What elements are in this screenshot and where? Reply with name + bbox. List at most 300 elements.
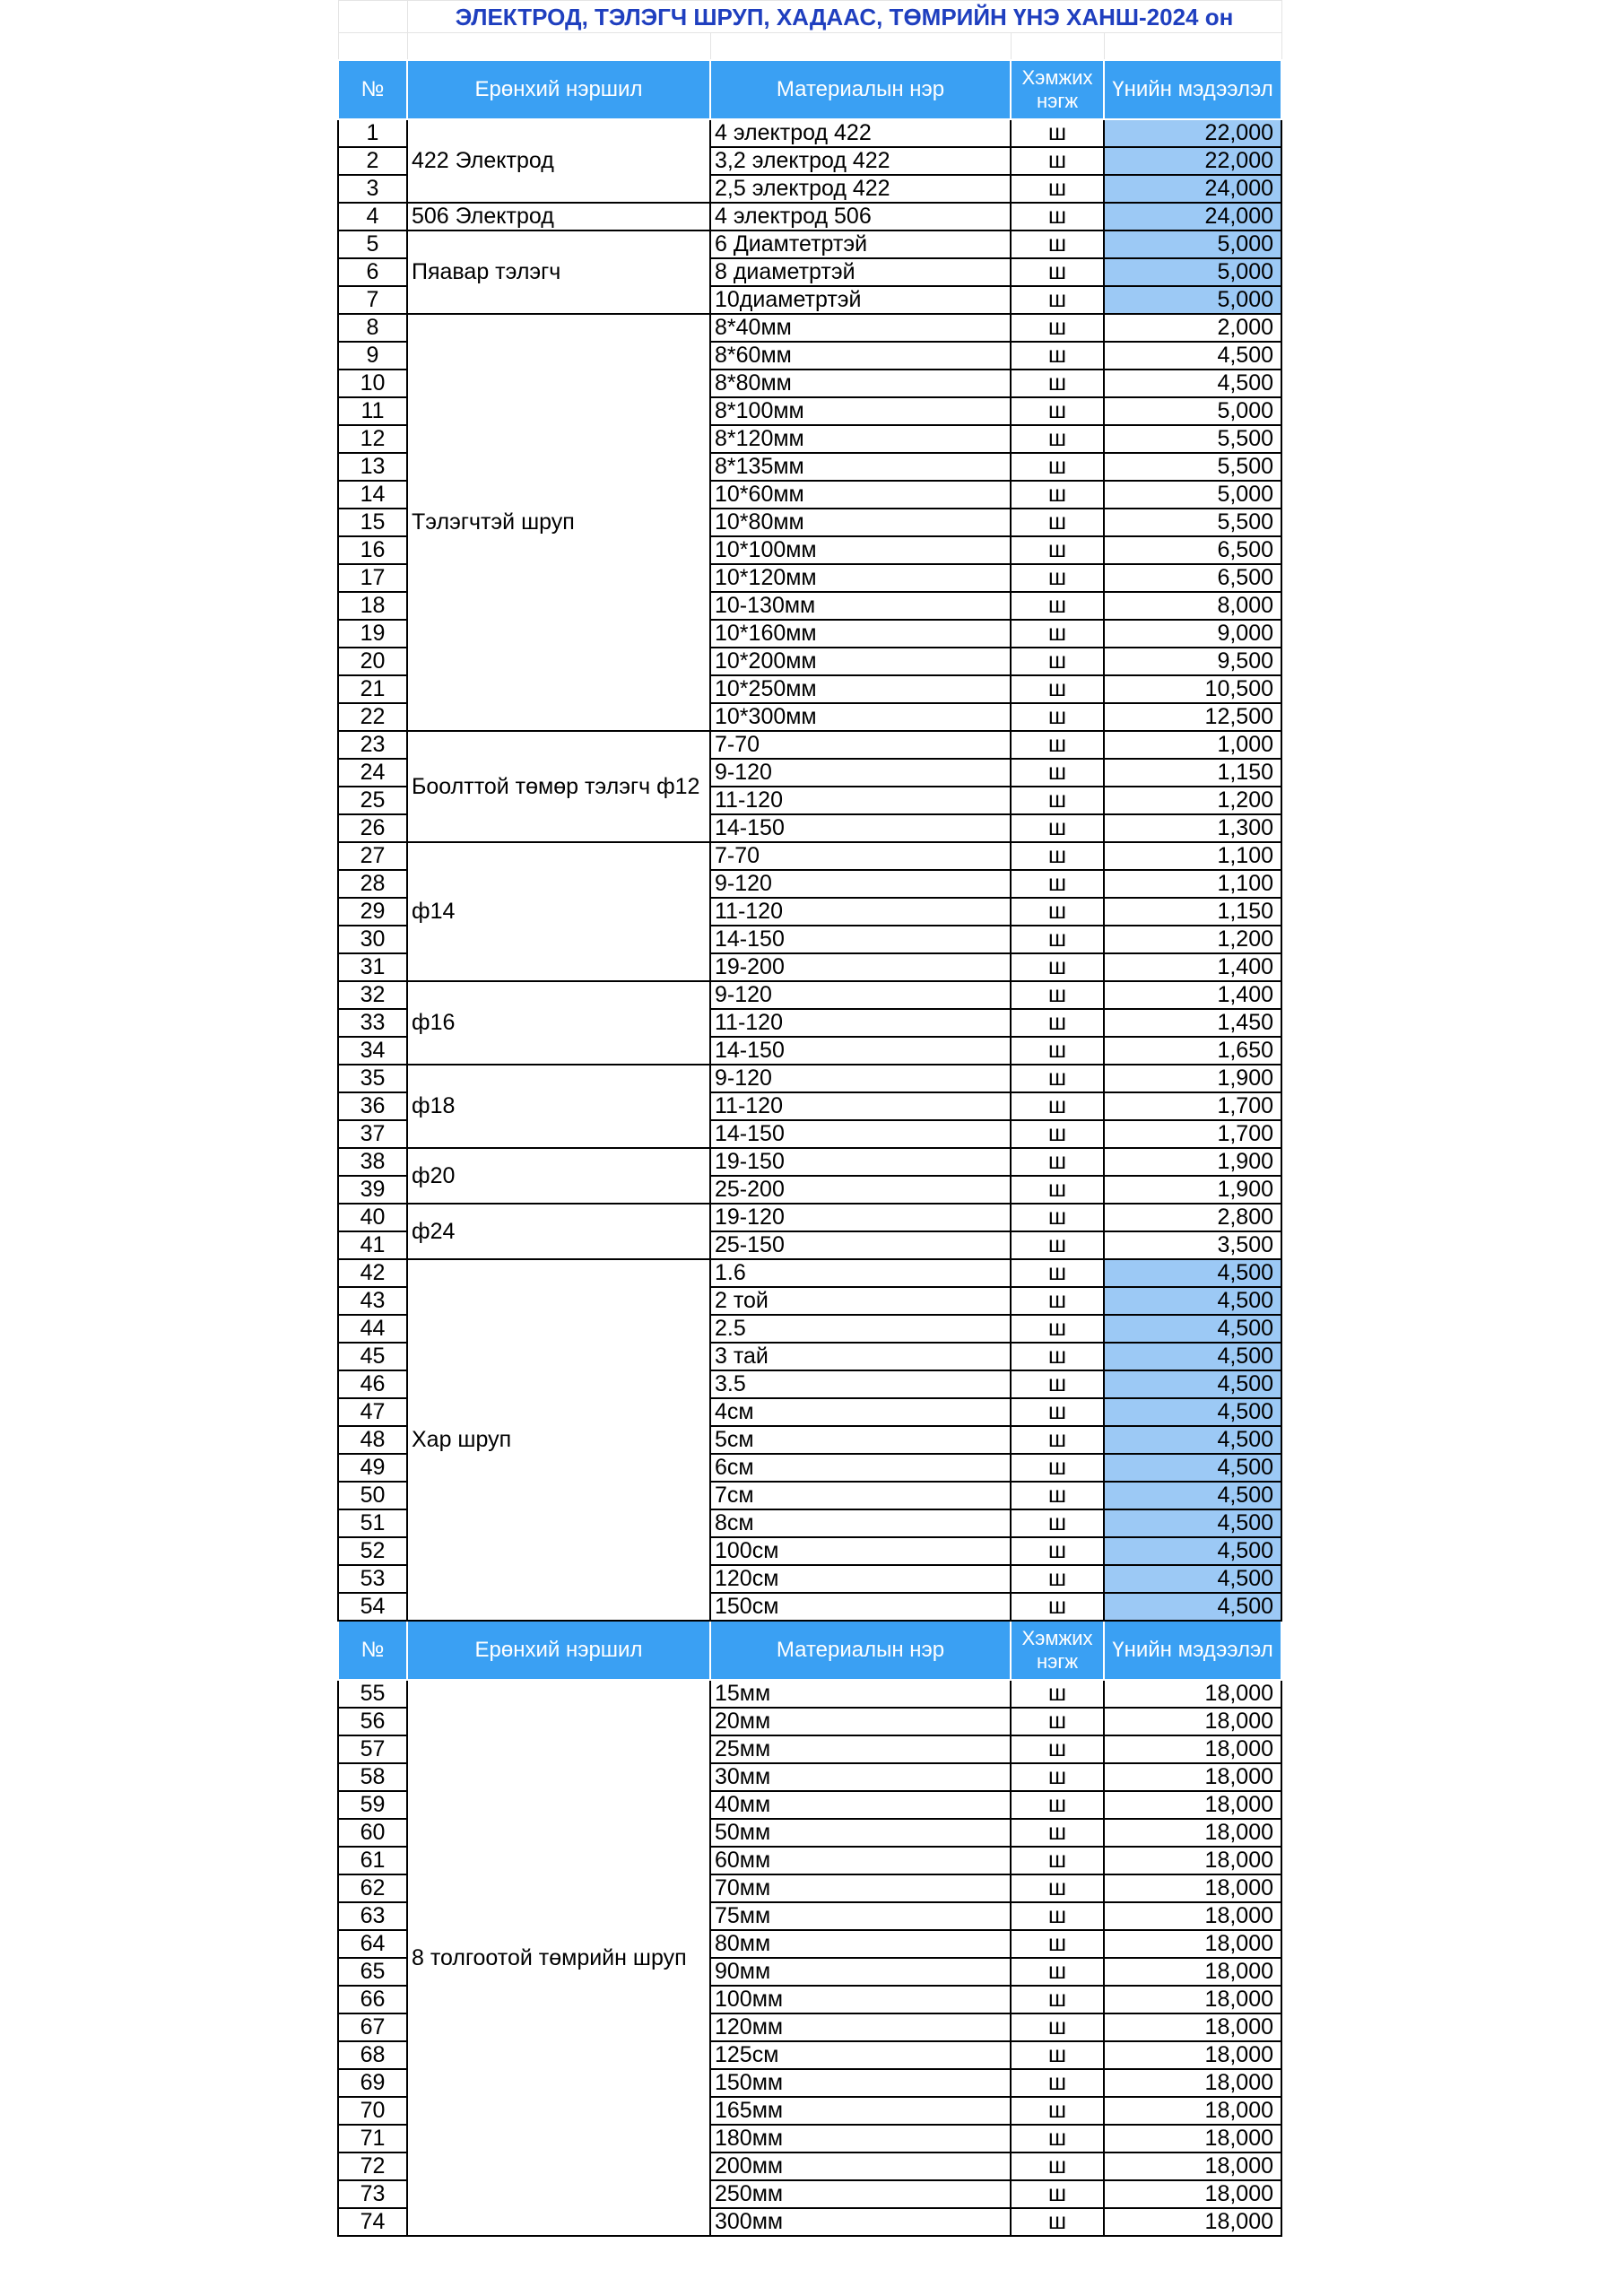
- unit: ш: [1011, 370, 1104, 397]
- price: 5,500: [1104, 509, 1281, 536]
- unit: ш: [1011, 1482, 1104, 1509]
- price: 18,000: [1104, 1763, 1281, 1791]
- material-name: 8*135мм: [710, 453, 1011, 481]
- unit: ш: [1011, 2097, 1104, 2125]
- price: 18,000: [1104, 2208, 1281, 2236]
- row-number: 46: [338, 1370, 407, 1398]
- unit: ш: [1011, 2208, 1104, 2236]
- material-name: 150мм: [710, 2069, 1011, 2097]
- unit: ш: [1011, 1037, 1104, 1065]
- row-number: 26: [338, 814, 407, 842]
- material-name: 8*60мм: [710, 342, 1011, 370]
- unit: ш: [1011, 509, 1104, 536]
- price: 4,500: [1104, 1565, 1281, 1593]
- table-header-row: [338, 1621, 1281, 1680]
- row-number: 70: [338, 2097, 407, 2125]
- row-number: 8: [338, 314, 407, 342]
- row-number: 13: [338, 453, 407, 481]
- blank-cell: [1104, 33, 1281, 60]
- price: 1,200: [1104, 926, 1281, 953]
- row-number: 18: [338, 592, 407, 620]
- row-number: 1: [338, 119, 407, 147]
- row-number: 30: [338, 926, 407, 953]
- material-name: 6см: [710, 1454, 1011, 1482]
- unit: ш: [1011, 1930, 1104, 1958]
- unit: ш: [1011, 1315, 1104, 1343]
- row-number: 44: [338, 1315, 407, 1343]
- unit: ш: [1011, 953, 1104, 981]
- unit: ш: [1011, 1902, 1104, 1930]
- material-name: 300мм: [710, 2208, 1011, 2236]
- row-number: 10: [338, 370, 407, 397]
- material-name: 7-70: [710, 842, 1011, 870]
- price: 9,000: [1104, 620, 1281, 648]
- material-name: 125см: [710, 2041, 1011, 2069]
- material-name: 2.5: [710, 1315, 1011, 1343]
- unit: ш: [1011, 1259, 1104, 1287]
- price-sheet: [337, 0, 1281, 2237]
- unit: ш: [1011, 2125, 1104, 2152]
- unit: ш: [1011, 1065, 1104, 1092]
- header-unit: [1011, 1621, 1104, 1680]
- blank-cell: [1011, 33, 1104, 60]
- unit: ш: [1011, 536, 1104, 564]
- unit: ш: [1011, 842, 1104, 870]
- unit: ш: [1011, 119, 1104, 147]
- material-name: 8 диаметртэй: [710, 258, 1011, 286]
- price: 4,500: [1104, 1593, 1281, 1621]
- unit: ш: [1011, 397, 1104, 425]
- material-name: 9-120: [710, 1065, 1011, 1092]
- table-row: [338, 203, 1281, 230]
- material-name: 7см: [710, 1482, 1011, 1509]
- row-number: 11: [338, 397, 407, 425]
- material-name: 30мм: [710, 1763, 1011, 1791]
- unit: ш: [1011, 1204, 1104, 1231]
- material-name: 14-150: [710, 1120, 1011, 1148]
- material-name: 5см: [710, 1426, 1011, 1454]
- material-name: 8*80мм: [710, 370, 1011, 397]
- row-number: 65: [338, 1958, 407, 1986]
- material-name: 25-150: [710, 1231, 1011, 1259]
- material-name: 75мм: [710, 1902, 1011, 1930]
- header-unit-line2: нэгж: [1036, 1649, 1079, 1673]
- material-name: 4 электрод 506: [710, 203, 1011, 230]
- page-title: ЭЛЕКТРОД, ТЭЛЭГЧ ШРУП, ХАДААС, ТӨМРИЙН ҮНЭ ХАНШ-2024 он: [407, 1, 1281, 33]
- material-name: 14-150: [710, 1037, 1011, 1065]
- row-number: 37: [338, 1120, 407, 1148]
- material-name: 4см: [710, 1398, 1011, 1426]
- material-name: 10*60мм: [710, 481, 1011, 509]
- table-row: [338, 314, 1281, 342]
- price: 18,000: [1104, 2097, 1281, 2125]
- material-name: 7-70: [710, 731, 1011, 759]
- price: 6,500: [1104, 564, 1281, 592]
- row-number: 63: [338, 1902, 407, 1930]
- row-number: 12: [338, 425, 407, 453]
- group-name: ф14: [407, 842, 710, 981]
- price: 4,500: [1104, 1259, 1281, 1287]
- unit: ш: [1011, 1680, 1104, 1708]
- unit: ш: [1011, 203, 1104, 230]
- price: 1,150: [1104, 898, 1281, 926]
- row-number: 43: [338, 1287, 407, 1315]
- price: 18,000: [1104, 2069, 1281, 2097]
- header-material: Материалын нэр: [710, 60, 1011, 119]
- price-table-body: [338, 1, 1281, 2236]
- row-number: 32: [338, 981, 407, 1009]
- material-name: 100мм: [710, 1986, 1011, 2013]
- unit: ш: [1011, 564, 1104, 592]
- blank-cell: [338, 33, 407, 60]
- group-name: 506 Электрод: [407, 203, 710, 230]
- unit: ш: [1011, 898, 1104, 926]
- row-number: 62: [338, 1874, 407, 1902]
- price: 18,000: [1104, 1958, 1281, 1986]
- material-name: 10*80мм: [710, 509, 1011, 536]
- blank-cell: [338, 1, 407, 33]
- unit: ш: [1011, 1426, 1104, 1454]
- price: 1,300: [1104, 814, 1281, 842]
- price: 4,500: [1104, 1343, 1281, 1370]
- row-number: 4: [338, 203, 407, 230]
- row-number: 51: [338, 1509, 407, 1537]
- material-name: 14-150: [710, 814, 1011, 842]
- material-name: 3 тай: [710, 1343, 1011, 1370]
- price: 1,900: [1104, 1065, 1281, 1092]
- unit: ш: [1011, 759, 1104, 787]
- row-number: 15: [338, 509, 407, 536]
- table-row: [338, 842, 1281, 870]
- material-name: 90мм: [710, 1958, 1011, 1986]
- row-number: 72: [338, 2152, 407, 2180]
- header-unit-line1: Хэмжих: [1021, 1626, 1093, 1649]
- row-number: 41: [338, 1231, 407, 1259]
- material-name: 10*300мм: [710, 703, 1011, 731]
- group-name: 8 толгоотой төмрийн шруп: [407, 1680, 710, 2236]
- material-name: 8см: [710, 1509, 1011, 1537]
- price: 4,500: [1104, 370, 1281, 397]
- unit: ш: [1011, 1287, 1104, 1315]
- header-unit-line1: Хэмжих: [1021, 65, 1093, 89]
- row-number: 34: [338, 1037, 407, 1065]
- price: 4,500: [1104, 342, 1281, 370]
- price: 6,500: [1104, 536, 1281, 564]
- table-row: [338, 1065, 1281, 1092]
- header-group: Ерөнхий нэршил: [407, 1621, 710, 1680]
- material-name: 8*120мм: [710, 425, 1011, 453]
- unit: ш: [1011, 1148, 1104, 1176]
- row-number: 6: [338, 258, 407, 286]
- group-name: Боолттой төмөр тэлэгч ф12: [407, 731, 710, 842]
- material-name: 11-120: [710, 1092, 1011, 1120]
- unit: ш: [1011, 1509, 1104, 1537]
- price: 1,400: [1104, 953, 1281, 981]
- price: 4,500: [1104, 1315, 1281, 1343]
- price: 5,000: [1104, 258, 1281, 286]
- material-name: 8*40мм: [710, 314, 1011, 342]
- price: 24,000: [1104, 175, 1281, 203]
- material-name: 20мм: [710, 1708, 1011, 1735]
- unit: ш: [1011, 2180, 1104, 2208]
- unit: ш: [1011, 814, 1104, 842]
- material-name: 1.6: [710, 1259, 1011, 1287]
- row-number: 59: [338, 1791, 407, 1819]
- group-name: Тэлэгчтэй шруп: [407, 314, 710, 731]
- unit: ш: [1011, 286, 1104, 314]
- row-number: 73: [338, 2180, 407, 2208]
- material-name: 11-120: [710, 1009, 1011, 1037]
- row-number: 42: [338, 1259, 407, 1287]
- row-number: 50: [338, 1482, 407, 1509]
- price: 18,000: [1104, 2013, 1281, 2041]
- row-number: 14: [338, 481, 407, 509]
- row-number: 45: [338, 1343, 407, 1370]
- price: 1,900: [1104, 1176, 1281, 1204]
- unit: ш: [1011, 1343, 1104, 1370]
- price: 1,100: [1104, 870, 1281, 898]
- price: 1,700: [1104, 1120, 1281, 1148]
- unit: ш: [1011, 592, 1104, 620]
- header-material: Материалын нэр: [710, 1621, 1011, 1680]
- unit: ш: [1011, 1092, 1104, 1120]
- material-name: 250мм: [710, 2180, 1011, 2208]
- price: 9,500: [1104, 648, 1281, 675]
- unit: ш: [1011, 620, 1104, 648]
- price: 22,000: [1104, 119, 1281, 147]
- price: 1,650: [1104, 1037, 1281, 1065]
- price: 4,500: [1104, 1398, 1281, 1426]
- group-name: ф18: [407, 1065, 710, 1148]
- unit: ш: [1011, 314, 1104, 342]
- material-name: 9-120: [710, 981, 1011, 1009]
- unit: ш: [1011, 1009, 1104, 1037]
- price-table: [337, 0, 1282, 2237]
- price: 5,500: [1104, 453, 1281, 481]
- unit: ш: [1011, 230, 1104, 258]
- row-number: 2: [338, 147, 407, 175]
- row-number: 66: [338, 1986, 407, 2013]
- row-number: 74: [338, 2208, 407, 2236]
- unit: ш: [1011, 175, 1104, 203]
- table-row: [338, 1259, 1281, 1287]
- material-name: 100см: [710, 1537, 1011, 1565]
- row-number: 35: [338, 1065, 407, 1092]
- unit: ш: [1011, 731, 1104, 759]
- row-number: 16: [338, 536, 407, 564]
- row-number: 7: [338, 286, 407, 314]
- price: 4,500: [1104, 1454, 1281, 1482]
- unit: ш: [1011, 1537, 1104, 1565]
- group-name: Хар шруп: [407, 1259, 710, 1621]
- blank-cell: [710, 33, 1011, 60]
- header-unit: [1011, 60, 1104, 119]
- material-name: 2,5 электрод 422: [710, 175, 1011, 203]
- row-number: 9: [338, 342, 407, 370]
- material-name: 2 той: [710, 1287, 1011, 1315]
- unit: ш: [1011, 1735, 1104, 1763]
- unit: ш: [1011, 926, 1104, 953]
- unit: ш: [1011, 1874, 1104, 1902]
- material-name: 25мм: [710, 1735, 1011, 1763]
- row-number: 58: [338, 1763, 407, 1791]
- table-row: [338, 981, 1281, 1009]
- header-unit-line2: нэгж: [1036, 89, 1079, 112]
- row-number: 36: [338, 1092, 407, 1120]
- material-name: 10диаметртэй: [710, 286, 1011, 314]
- row-number: 52: [338, 1537, 407, 1565]
- price: 18,000: [1104, 1930, 1281, 1958]
- row-number: 20: [338, 648, 407, 675]
- unit: ш: [1011, 1819, 1104, 1847]
- material-name: 19-200: [710, 953, 1011, 981]
- blank-cell: [407, 33, 710, 60]
- price: 18,000: [1104, 1819, 1281, 1847]
- price: 18,000: [1104, 2152, 1281, 2180]
- price: 18,000: [1104, 2125, 1281, 2152]
- price: 10,500: [1104, 675, 1281, 703]
- row-number: 61: [338, 1847, 407, 1874]
- unit: ш: [1011, 147, 1104, 175]
- price: 4,500: [1104, 1287, 1281, 1315]
- unit: ш: [1011, 648, 1104, 675]
- unit: ш: [1011, 258, 1104, 286]
- material-name: 70мм: [710, 1874, 1011, 1902]
- price: 1,900: [1104, 1148, 1281, 1176]
- spacer-row: [338, 33, 1281, 60]
- price: 1,400: [1104, 981, 1281, 1009]
- row-number: 71: [338, 2125, 407, 2152]
- group-name: ф16: [407, 981, 710, 1065]
- table-row: [338, 119, 1281, 147]
- material-name: 14-150: [710, 926, 1011, 953]
- price: 18,000: [1104, 1680, 1281, 1708]
- price: 4,500: [1104, 1370, 1281, 1398]
- price: 18,000: [1104, 2041, 1281, 2069]
- row-number: 23: [338, 731, 407, 759]
- price: 1,150: [1104, 759, 1281, 787]
- price: 18,000: [1104, 1902, 1281, 1930]
- row-number: 33: [338, 1009, 407, 1037]
- group-name: 422 Электрод: [407, 119, 710, 203]
- material-name: 11-120: [710, 787, 1011, 814]
- price: 18,000: [1104, 1708, 1281, 1735]
- material-name: 11-120: [710, 898, 1011, 926]
- row-number: 19: [338, 620, 407, 648]
- price: 1,200: [1104, 787, 1281, 814]
- price: 3,500: [1104, 1231, 1281, 1259]
- header-price: Үнийн мэдээлэл: [1104, 60, 1281, 119]
- row-number: 28: [338, 870, 407, 898]
- price: 18,000: [1104, 2180, 1281, 2208]
- material-name: 3,2 электрод 422: [710, 147, 1011, 175]
- table-row: [338, 1148, 1281, 1176]
- row-number: 21: [338, 675, 407, 703]
- unit: ш: [1011, 1958, 1104, 1986]
- unit: ш: [1011, 1370, 1104, 1398]
- material-name: 8*100мм: [710, 397, 1011, 425]
- price: 18,000: [1104, 1874, 1281, 1902]
- unit: ш: [1011, 1120, 1104, 1148]
- unit: ш: [1011, 1565, 1104, 1593]
- header-price: Үнийн мэдээлэл: [1104, 1621, 1281, 1680]
- material-name: 50мм: [710, 1819, 1011, 1847]
- row-number: 27: [338, 842, 407, 870]
- unit: ш: [1011, 342, 1104, 370]
- header-no: №: [338, 1621, 407, 1680]
- material-name: 10*250мм: [710, 675, 1011, 703]
- material-name: 10-130мм: [710, 592, 1011, 620]
- price: 24,000: [1104, 203, 1281, 230]
- row-number: 25: [338, 787, 407, 814]
- unit: ш: [1011, 1231, 1104, 1259]
- unit: ш: [1011, 1454, 1104, 1482]
- unit: ш: [1011, 425, 1104, 453]
- material-name: 10*160мм: [710, 620, 1011, 648]
- material-name: 10*120мм: [710, 564, 1011, 592]
- row-number: 3: [338, 175, 407, 203]
- material-name: 4 электрод 422: [710, 119, 1011, 147]
- row-number: 68: [338, 2041, 407, 2069]
- material-name: 165мм: [710, 2097, 1011, 2125]
- price: 4,500: [1104, 1509, 1281, 1537]
- material-name: 19-120: [710, 1204, 1011, 1231]
- unit: ш: [1011, 2069, 1104, 2097]
- row-number: 39: [338, 1176, 407, 1204]
- unit: ш: [1011, 2152, 1104, 2180]
- material-name: 6 Диамтетртэй: [710, 230, 1011, 258]
- unit: ш: [1011, 2041, 1104, 2069]
- material-name: 120см: [710, 1565, 1011, 1593]
- row-number: 53: [338, 1565, 407, 1593]
- material-name: 150см: [710, 1593, 1011, 1621]
- unit: ш: [1011, 1847, 1104, 1874]
- unit: ш: [1011, 2013, 1104, 2041]
- unit: ш: [1011, 870, 1104, 898]
- price: 1,000: [1104, 731, 1281, 759]
- price: 1,700: [1104, 1092, 1281, 1120]
- price: 1,450: [1104, 1009, 1281, 1037]
- price: 1,100: [1104, 842, 1281, 870]
- unit: ш: [1011, 1763, 1104, 1791]
- material-name: 80мм: [710, 1930, 1011, 1958]
- material-name: 120мм: [710, 2013, 1011, 2041]
- price: 18,000: [1104, 1986, 1281, 2013]
- material-name: 10*100мм: [710, 536, 1011, 564]
- unit: ш: [1011, 1398, 1104, 1426]
- row-number: 31: [338, 953, 407, 981]
- unit: ш: [1011, 1593, 1104, 1621]
- price: 5,000: [1104, 481, 1281, 509]
- row-number: 17: [338, 564, 407, 592]
- unit: ш: [1011, 481, 1104, 509]
- unit: ш: [1011, 453, 1104, 481]
- row-number: 69: [338, 2069, 407, 2097]
- row-number: 57: [338, 1735, 407, 1763]
- group-name: Пяавар тэлэгч: [407, 230, 710, 314]
- row-number: 60: [338, 1819, 407, 1847]
- group-name: ф20: [407, 1148, 710, 1204]
- price: 5,000: [1104, 397, 1281, 425]
- table-row: [338, 1204, 1281, 1231]
- price: 18,000: [1104, 1791, 1281, 1819]
- material-name: 180мм: [710, 2125, 1011, 2152]
- price: 5,000: [1104, 286, 1281, 314]
- row-number: 24: [338, 759, 407, 787]
- unit: ш: [1011, 1176, 1104, 1204]
- table-header-row: [338, 60, 1281, 119]
- price: 4,500: [1104, 1426, 1281, 1454]
